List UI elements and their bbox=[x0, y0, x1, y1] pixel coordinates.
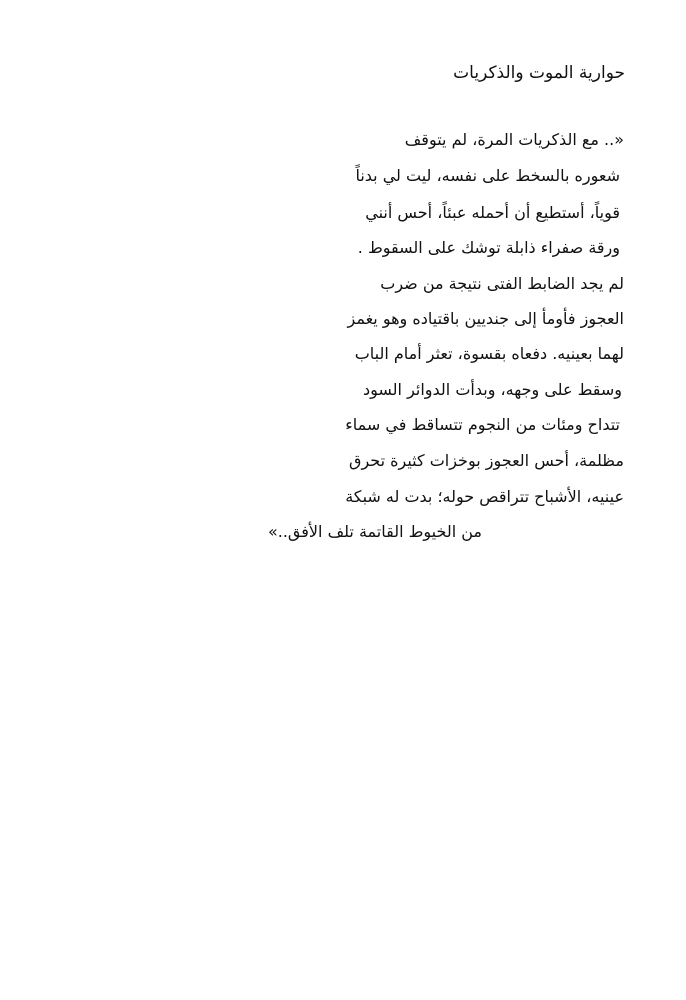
text-line: من الخيوط القاتمة تلف الأفق..» bbox=[267, 522, 482, 541]
text-line: «.. مع الذكريات المرة، لم يتوقف bbox=[404, 130, 624, 149]
text-line: وسقط على وجهه، وبدأت الدوائر السود bbox=[363, 380, 622, 399]
text-line: العجوز فأومأ إلى جنديين باقتياده وهو يغمز bbox=[347, 309, 624, 328]
text-line: مظلمة، أحس العجوز بوخزات كثيرة تحرق bbox=[349, 451, 624, 470]
text-line: عينيه، الأشباح تتراقص حوله؛ بدت له شبكة bbox=[345, 487, 624, 506]
text-line: لهما بعينيه. دفعاه بقسوة، تعثر أمام الباب bbox=[354, 344, 624, 363]
text-line: تتداح ومئات من النجوم تتساقط في سماء bbox=[345, 415, 620, 434]
document-title: حوارية الموت والذكريات bbox=[453, 63, 625, 83]
text-line: قوياً، أستطيع أن أحمله عبئاً، أحس أنني bbox=[365, 203, 620, 222]
text-line: شعوره بالسخط على نفسه، ليت لي بدناً bbox=[355, 166, 620, 185]
text-line: ورقة صفراء ذابلة توشك على السقوط . bbox=[357, 238, 620, 257]
text-line: لم يجد الضابط الفتى نتيجة من ضرب bbox=[380, 274, 624, 293]
